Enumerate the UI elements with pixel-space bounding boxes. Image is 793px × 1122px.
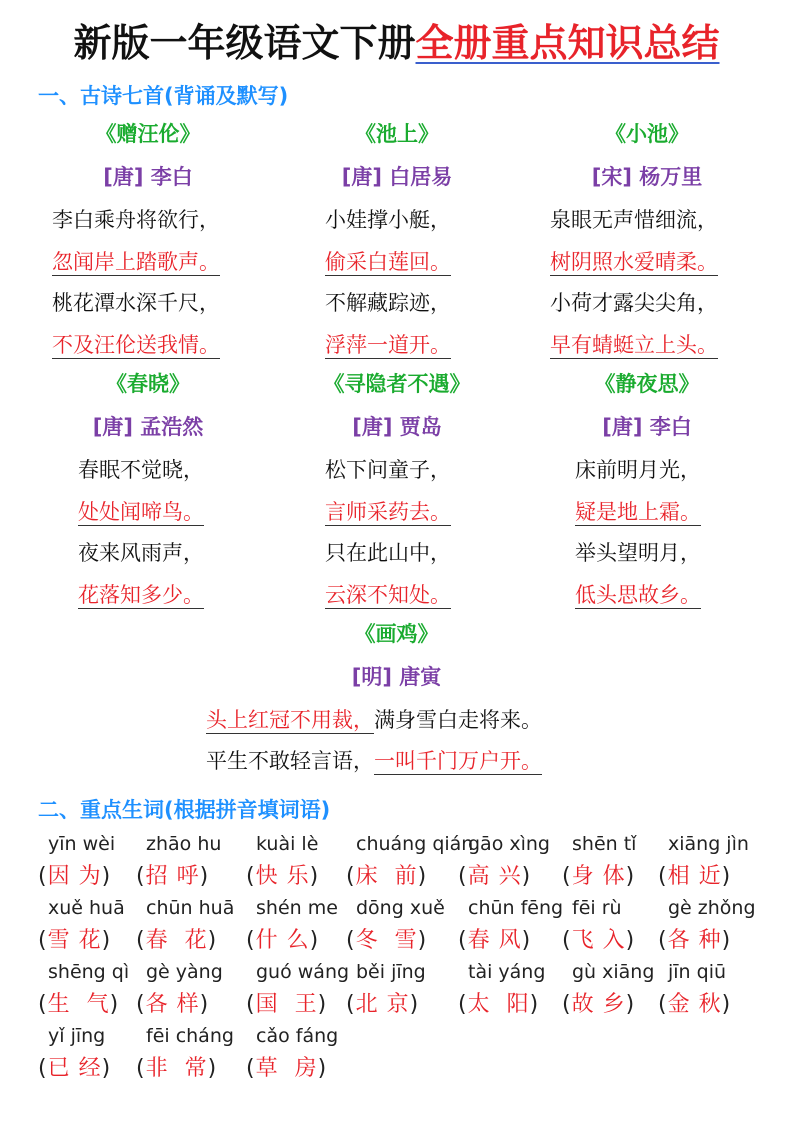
poem7-line1-red: 头上红冠不用裁， [206, 708, 374, 732]
poem-line: 处处闻啼鸟。 [78, 499, 204, 524]
vocab-word-box [346, 859, 427, 890]
poem-line: 云深不知处。 [325, 582, 451, 607]
vocab-word-box [658, 923, 731, 954]
poem-title: 《赠汪伦》 [95, 122, 201, 146]
paren-close: ) [101, 928, 112, 953]
vocab-pinyin: jīn qiū [668, 961, 727, 983]
paren-close: ) [317, 992, 328, 1017]
paren-open: ( [136, 1056, 146, 1081]
paren-close: ) [207, 928, 218, 953]
poem-line: 言师采药去。 [325, 499, 451, 524]
poem-author: [唐] 孟浩然 [92, 415, 204, 439]
vocab-word-box [458, 923, 531, 954]
paren-open: ( [658, 928, 668, 953]
poem-line: 浮萍一道开。 [325, 332, 451, 357]
paren-open: ( [38, 928, 48, 953]
poem-line: 花落知多少。 [78, 582, 204, 607]
vocab-word: 生 气 [47, 992, 110, 1017]
vocab-word: 故 乡 [571, 992, 626, 1017]
vocab-pinyin: chūn huā [146, 897, 235, 919]
vocab-word: 高 兴 [467, 864, 522, 889]
paren-open: ( [38, 992, 48, 1017]
paren-close: ) [207, 1056, 218, 1081]
paren-open: ( [246, 928, 256, 953]
vocab-pinyin: xiāng jìn [668, 833, 749, 855]
vocab-word: 金 秋 [667, 992, 722, 1017]
paren-close: ) [521, 928, 532, 953]
poem-title: 《寻隐者不遇》 [323, 372, 471, 396]
vocab-word-box [38, 987, 119, 1018]
poem-line: 不解藏踪迹， [325, 291, 451, 315]
paren-open: ( [458, 928, 468, 953]
paren-close: ) [625, 864, 636, 889]
vocab-word: 冬 雪 [355, 928, 418, 953]
paren-close: ) [721, 992, 732, 1017]
paren-open: ( [38, 864, 48, 889]
paren-close: ) [417, 864, 428, 889]
vocab-word-box [346, 923, 427, 954]
poem-line: 树阴照水爱晴柔。 [550, 249, 718, 274]
vocab-word-box [246, 1051, 327, 1082]
vocab-word-box [136, 987, 209, 1018]
paren-open: ( [658, 864, 668, 889]
vocab-word: 什 么 [255, 928, 310, 953]
poem-line: 松下问童子， [325, 458, 451, 482]
vocab-pinyin: fēi cháng [146, 1025, 234, 1047]
poem-line: 床前明月光， [575, 458, 701, 482]
title-part1: 新版一年级语文下册 [73, 21, 416, 65]
poem7-line1-black: 满身雪白走将来。 [374, 708, 542, 732]
vocab-word: 太 阳 [467, 992, 530, 1017]
paren-open: ( [346, 864, 356, 889]
poem-author: [唐] 白居易 [341, 165, 453, 189]
paren-close: ) [199, 864, 210, 889]
vocab-word-box [38, 859, 111, 890]
vocab-word-box [658, 987, 731, 1018]
vocab-pinyin: gè zhǒng [668, 897, 756, 919]
vocab-word-box [562, 987, 635, 1018]
vocab-word: 春 风 [467, 928, 522, 953]
vocab-word-box [38, 923, 111, 954]
paren-open: ( [136, 992, 146, 1017]
title-part2: 全册重点知识总结 [415, 21, 720, 65]
vocab-word: 床 前 [355, 864, 418, 889]
vocab-word: 已 经 [47, 1056, 102, 1081]
paren-close: ) [101, 1056, 112, 1081]
poem-line: 疑是地上霜。 [575, 499, 701, 524]
poem-title: 《小池》 [605, 122, 689, 146]
paren-close: ) [521, 864, 532, 889]
poem7-title: 《画鸡》 [354, 622, 439, 646]
vocab-pinyin: tài yáng [468, 961, 546, 983]
vocab-pinyin: zhāo hu [146, 833, 222, 855]
vocab-pinyin: chūn fēng [468, 897, 564, 919]
paren-close: ) [109, 992, 120, 1017]
page-title [0, 18, 793, 68]
vocab-word: 快 乐 [255, 864, 310, 889]
poem-author: [唐] 李白 [602, 415, 692, 439]
poem-title: 《池上》 [355, 122, 439, 146]
paren-close: ) [409, 992, 420, 1017]
vocab-word-box [458, 987, 539, 1018]
poem7-author: [明] 唐寅 [351, 665, 442, 689]
poem-line: 忽闻岸上踏歌声。 [52, 249, 220, 274]
paren-open: ( [562, 864, 572, 889]
poem-line: 早有蜻蜓立上头。 [550, 332, 718, 357]
vocab-pinyin: shēn tǐ [572, 833, 637, 855]
paren-open: ( [246, 864, 256, 889]
poem-line: 不及汪伦送我情。 [52, 332, 220, 357]
paren-close: ) [721, 864, 732, 889]
vocab-pinyin: chuáng qián [356, 833, 474, 855]
paren-open: ( [562, 928, 572, 953]
vocab-pinyin: shēng qì [48, 961, 130, 983]
poem-line: 泉眼无声惜细流， [550, 208, 718, 232]
poem7-line2-black: 平生不敢轻言语， [206, 749, 374, 773]
paren-close: ) [417, 928, 428, 953]
vocab-word: 国 王 [255, 992, 318, 1017]
poem-line: 小娃撑小艇， [325, 208, 451, 232]
poem-line: 只在此山中， [325, 541, 451, 565]
paren-open: ( [562, 992, 572, 1017]
poem-title: 《静夜思》 [594, 372, 700, 396]
paren-close: ) [529, 992, 540, 1017]
vocab-word-box [562, 859, 635, 890]
paren-open: ( [658, 992, 668, 1017]
vocab-word-box [246, 923, 319, 954]
vocab-word-box [136, 923, 217, 954]
vocab-pinyin: guó wáng [256, 961, 350, 983]
poem-line: 偷采白莲回。 [325, 249, 451, 274]
paren-open: ( [246, 992, 256, 1017]
vocab-word-box [346, 987, 419, 1018]
vocab-pinyin: cǎo fáng [256, 1025, 339, 1047]
paren-close: ) [101, 864, 112, 889]
vocab-word: 春 花 [145, 928, 208, 953]
vocab-pinyin: yīn wèi [48, 833, 116, 855]
paren-open: ( [38, 1056, 48, 1081]
poem-line: 夜来风雨声， [78, 541, 204, 565]
vocab-word-box [246, 987, 327, 1018]
vocab-word-box [658, 859, 731, 890]
poem-line: 小荷才露尖尖角， [550, 291, 718, 315]
vocab-word: 各 样 [145, 992, 200, 1017]
poem-line: 李白乘舟将欲行， [52, 208, 220, 232]
vocab-pinyin: gù xiāng [572, 961, 655, 983]
paren-close: ) [309, 928, 320, 953]
poem7-line2-red: 一叫千门万户开。 [374, 749, 542, 773]
poem-line: 春眠不觉晓， [78, 458, 204, 482]
paren-open: ( [246, 1056, 256, 1081]
vocab-pinyin: běi jīng [356, 961, 426, 983]
vocab-word: 身 体 [571, 864, 626, 889]
vocab-word-box [458, 859, 531, 890]
vocab-pinyin: xuě huā [48, 897, 125, 919]
vocab-word: 非 常 [145, 1056, 208, 1081]
vocab-word: 招 呼 [145, 864, 200, 889]
poem-author: [宋] 杨万里 [591, 165, 703, 189]
vocab-word: 相 近 [667, 864, 722, 889]
paren-close: ) [309, 864, 320, 889]
vocab-word-box [136, 1051, 217, 1082]
section2-heading: 二、重点生词(根据拼音填词语) [38, 798, 331, 822]
paren-close: ) [317, 1056, 328, 1081]
poem7-line1 [206, 704, 542, 734]
poem-author: [唐] 李白 [103, 165, 193, 189]
vocab-word: 飞 入 [571, 928, 626, 953]
vocab-pinyin: gè yàng [146, 961, 223, 983]
vocab-word-box [38, 1051, 111, 1082]
vocab-word-box [136, 859, 209, 890]
vocab-pinyin: dōng xuě [356, 897, 445, 919]
paren-open: ( [346, 928, 356, 953]
section1-heading: 一、古诗七首(背诵及默写) [38, 84, 289, 108]
paren-close: ) [721, 928, 732, 953]
paren-open: ( [458, 992, 468, 1017]
paren-open: ( [136, 928, 146, 953]
poem-line: 低头思故乡。 [575, 582, 701, 607]
vocab-pinyin: yǐ jīng [48, 1025, 106, 1047]
paren-open: ( [136, 864, 146, 889]
vocab-word-box [246, 859, 319, 890]
vocab-word: 各 种 [667, 928, 722, 953]
paren-close: ) [625, 992, 636, 1017]
vocab-pinyin: shén me [256, 897, 338, 919]
paren-close: ) [199, 992, 210, 1017]
poem-title: 《春晓》 [106, 372, 190, 396]
poem-line: 举头望明月， [575, 541, 701, 565]
vocab-pinyin: kuài lè [256, 833, 319, 855]
poem-author: [唐] 贾岛 [352, 415, 442, 439]
paren-open: ( [458, 864, 468, 889]
poem7-line2 [206, 745, 542, 775]
vocab-pinyin: gāo xìng [468, 833, 550, 855]
vocab-pinyin: fēi rù [572, 897, 622, 919]
paren-close: ) [625, 928, 636, 953]
vocab-word: 草 房 [255, 1056, 318, 1081]
poem-line: 桃花潭水深千尺， [52, 291, 220, 315]
vocab-word: 北 京 [355, 992, 410, 1017]
vocab-word: 因 为 [47, 864, 102, 889]
vocab-word-box [562, 923, 635, 954]
paren-open: ( [346, 992, 356, 1017]
vocab-word: 雪 花 [47, 928, 102, 953]
